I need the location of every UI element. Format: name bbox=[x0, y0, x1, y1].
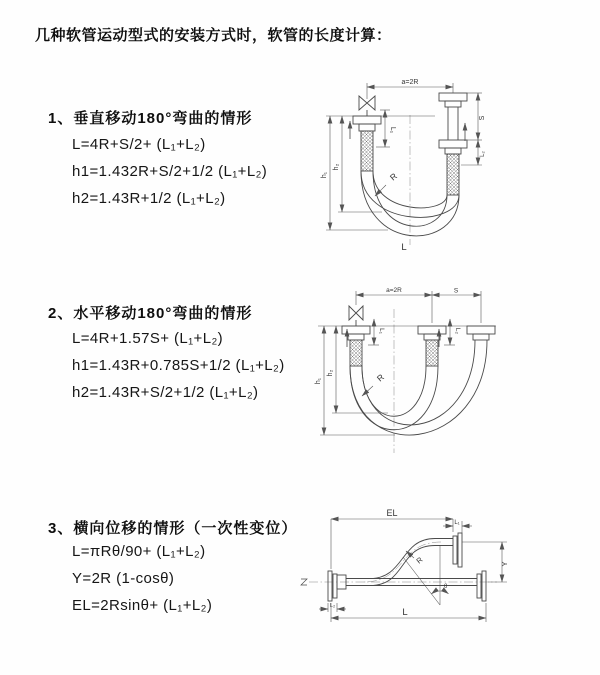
dim-label-a2r: a=2R bbox=[386, 287, 402, 294]
centerline-break-mark bbox=[301, 579, 307, 585]
dim-label-h1: h₁ bbox=[315, 377, 322, 385]
dim-label-h2: h₂ bbox=[333, 163, 340, 171]
dim-label-el: EL bbox=[386, 508, 398, 518]
dim-label-s: S bbox=[479, 115, 486, 121]
flange-left bbox=[342, 326, 370, 334]
flange-left bbox=[328, 571, 332, 601]
diagram-horizontal-movement-180 bbox=[300, 283, 600, 463]
dim-label-l2: L₂ bbox=[329, 603, 336, 609]
diagram3-labels bbox=[330, 508, 509, 618]
flange-right-top bbox=[439, 93, 467, 101]
dimension-lines bbox=[318, 291, 496, 435]
flange-right bbox=[467, 326, 495, 334]
section-1-formula-h2: h2=1.43R+1/2 (L₁+L₂) bbox=[72, 190, 226, 207]
page-title: 几种软管运动型式的安装方式时，软管的长度计算： bbox=[35, 27, 392, 44]
dimension-lines bbox=[319, 519, 507, 622]
valve-icon bbox=[349, 306, 363, 320]
diagram-vertical-movement-180 bbox=[300, 75, 590, 260]
flange-upper-right bbox=[458, 533, 462, 567]
section-2-formula-h1: h1=1.43R+0.785S+1/2 (L₁+L₂) bbox=[72, 357, 285, 374]
radius-arrow bbox=[362, 386, 373, 396]
label-theta: θ bbox=[444, 584, 448, 590]
section-3-formula-Y: Y=2R (1-cosθ) bbox=[72, 570, 175, 587]
hose-curve-position2 bbox=[362, 340, 475, 425]
section-3-formula-EL: EL=2Rsinθ+ (L₁+L₂) bbox=[72, 597, 213, 614]
label-radius: R bbox=[414, 555, 425, 566]
label-radius: R bbox=[374, 371, 386, 384]
braided-hose-left bbox=[350, 340, 362, 366]
dim-label-l2: L₂ bbox=[454, 327, 461, 335]
section-1-heading: 1、垂直移动180°弯曲的情形 bbox=[48, 110, 253, 127]
section-1-formula-L: L=4R+S/2+ (L₁+L₂) bbox=[72, 136, 206, 153]
section-2-heading: 2、水平移动180°弯曲的情形 bbox=[48, 305, 253, 322]
section-2-formula-h2: h2=1.43R+S/2+1/2 (L₁+L₂) bbox=[72, 384, 259, 401]
braided-hose-middle bbox=[426, 340, 438, 366]
hose-assembly bbox=[301, 533, 486, 601]
section-3-formula-L: L=πRθ/90+ (L₁+L₂) bbox=[72, 543, 206, 560]
hose-assembly bbox=[342, 306, 495, 435]
angle-construction bbox=[403, 546, 449, 606]
section-3-heading: 3、横向位移的情形（一次性变位） bbox=[48, 520, 298, 537]
label-length: L bbox=[401, 242, 407, 253]
dim-label-l1: L₁ bbox=[454, 520, 460, 526]
flange-right-bottom bbox=[439, 140, 467, 148]
section-2-formula-L: L=4R+1.57S+ (L₁+L₂) bbox=[72, 330, 224, 347]
flange-left bbox=[353, 116, 381, 124]
flange-middle bbox=[418, 326, 446, 334]
dim-label-h1: h₁ bbox=[321, 171, 328, 179]
label-length: L bbox=[402, 607, 408, 618]
section-1-formula-h1: h1=1.432R+S/2+1/2 (L₁+L₂) bbox=[72, 163, 268, 180]
flange-lower-right bbox=[482, 571, 486, 601]
braided-hose-left bbox=[361, 131, 373, 171]
dim-label-y: Y bbox=[500, 561, 509, 567]
dim-label-l2: L₂ bbox=[480, 151, 486, 157]
dim-label-a2r: a=2R bbox=[401, 79, 419, 86]
dim-label-l1: L₁ bbox=[389, 126, 396, 134]
label-radius: R bbox=[387, 170, 399, 183]
dim-label-h2: h₂ bbox=[327, 369, 334, 377]
diagram-lateral-displacement bbox=[295, 505, 595, 655]
braided-hose-right bbox=[447, 154, 459, 195]
dim-label-l1: L₁ bbox=[378, 328, 385, 334]
dim-label-s: S bbox=[453, 287, 459, 295]
